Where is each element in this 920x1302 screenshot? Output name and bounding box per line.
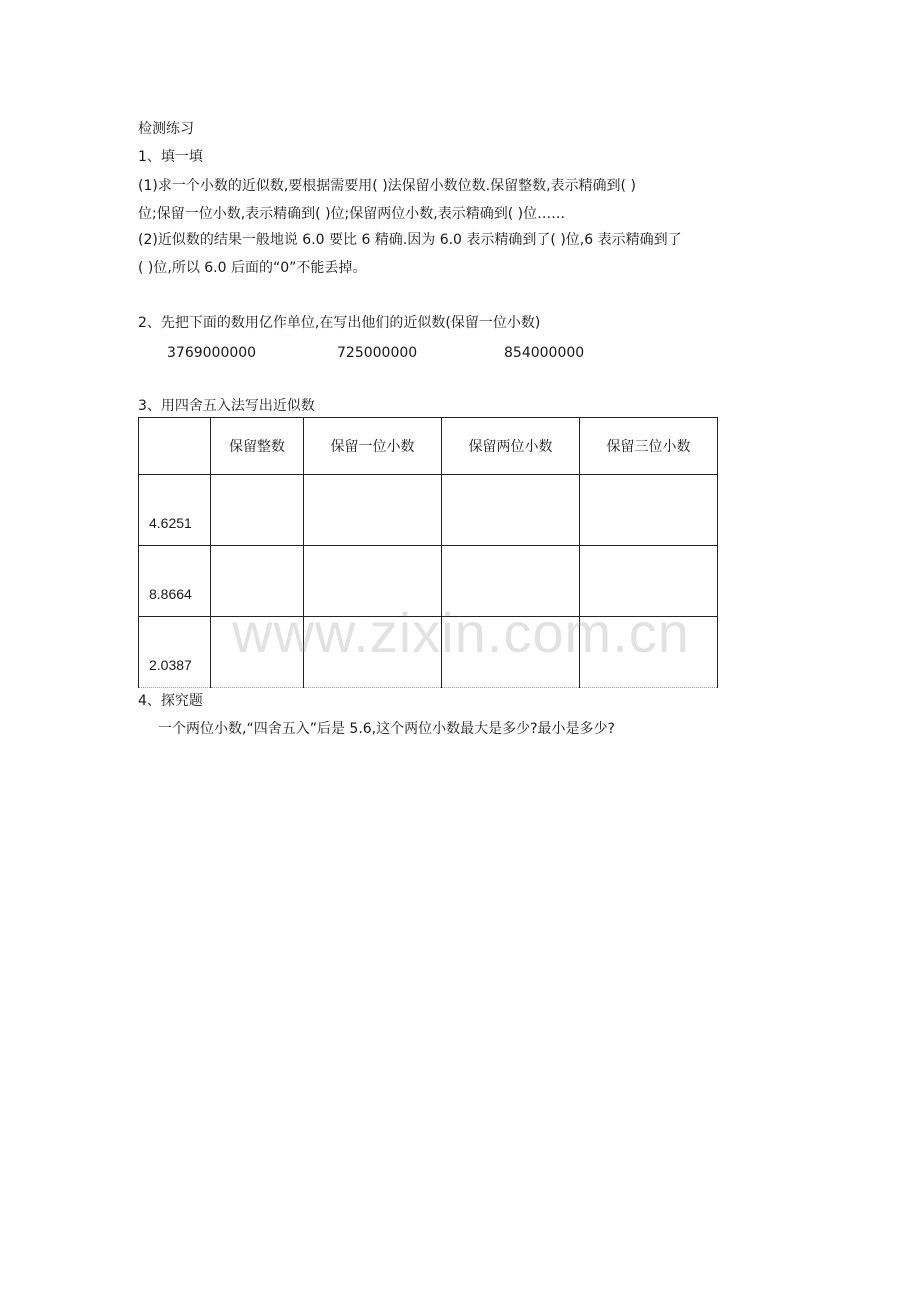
table-row: [139, 475, 718, 546]
table-header-cell: 保留整数: [211, 418, 304, 475]
page-title: 检测练习: [138, 121, 194, 137]
answer-cell[interactable]: [211, 475, 304, 546]
watermark: www.zixin.com.cn: [232, 601, 690, 664]
table-header-row: [139, 418, 718, 475]
q3-heading: 3、用四舍五入法写出近似数: [138, 398, 315, 414]
q1-heading: 1、填一填: [138, 149, 203, 165]
answer-cell[interactable]: [304, 475, 442, 546]
q2-number: 3769000000: [167, 345, 257, 361]
row-label: 8.8664: [139, 546, 211, 617]
answer-cell[interactable]: [442, 475, 580, 546]
q2-number: 725000000: [337, 345, 418, 361]
q2-heading: 2、先把下面的数用亿作单位,在写出他们的近似数(保留一位小数): [138, 315, 541, 331]
answer-cell[interactable]: [580, 475, 718, 546]
table-header-cell: 保留一位小数: [304, 418, 442, 475]
q4-heading: 4、探究题: [138, 693, 203, 709]
q2-number-list: [0, 343, 920, 363]
table-header-cell: 保留三位小数: [580, 418, 718, 475]
q2-number: 854000000: [504, 345, 585, 361]
row-label: 4.6251: [139, 475, 211, 546]
table-header-cell: [139, 418, 211, 475]
row-label: 2.0387: [139, 617, 211, 688]
q4-question: 一个两位小数,“四舍五入”后是 5.6,这个两位小数最大是多少?最小是多少?: [158, 721, 615, 737]
q1-part1-line1: (1)求一个小数的近似数,要根据需要用( )法保留小数位数.保留整数,表示精确到( ): [138, 178, 636, 194]
table-header-cell: 保留两位小数: [442, 418, 580, 475]
q1-part2-line1: (2)近似数的结果一般地说 6.0 要比 6 精确.因为 6.0 表示精确到了( )位,6 表示精确到了: [138, 232, 682, 248]
q1-part1-line2: 位;保留一位小数,表示精确到( )位;保留两位小数,表示精确到( )位……: [138, 206, 566, 222]
q1-part2-line2: ( )位,所以 6.0 后面的“0”不能丢掉。: [138, 260, 367, 276]
